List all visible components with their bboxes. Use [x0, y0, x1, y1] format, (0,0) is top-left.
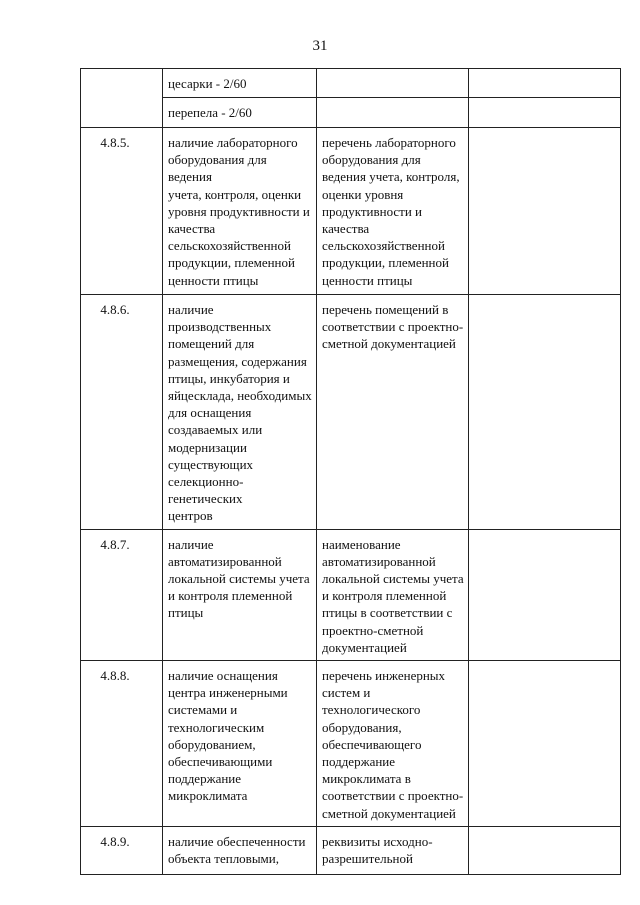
table-row: [81, 69, 621, 98]
row-number-cell: [81, 69, 163, 128]
row-number-cell: 4.8.7.: [81, 529, 163, 660]
row-number-cell: 4.8.6.: [81, 295, 163, 530]
row-number-cell: 4.8.9.: [81, 826, 163, 874]
document-cell: перечень лабораторного оборудования для ведения учета, контроля, оценки уровня продуктивности и качества сельскохозяйственной продукции, племенной ценности птицы: [317, 128, 469, 295]
note-cell: [469, 529, 621, 660]
note-cell: [469, 98, 621, 128]
criterion-cell: перепела - 2/60: [163, 98, 317, 128]
document-cell: наименование автоматизированной локальной системы учета и контроля племенной птицы в соответствии с проектно-сметной документацией: [317, 529, 469, 660]
page-number: 31: [312, 38, 328, 54]
note-cell: [469, 128, 621, 295]
criterion-cell: наличие производственных помещений для размещения, содержания птицы, инкубатория и яйцесклада, необходимых для оснащения создаваемых или модернизации существующих селекционно-генетических центров: [163, 295, 317, 530]
criterion-cell: цесарки - 2/60: [163, 69, 317, 98]
note-cell: [469, 69, 621, 98]
requirements-table: [80, 68, 621, 875]
criterion-cell: наличие лабораторного оборудования для ведения учета, контроля, оценки уровня продуктивности и качества сельскохозяйственной продукции, племенной ценности птицы: [163, 128, 317, 295]
note-cell: [469, 295, 621, 530]
document-cell: перечень помещений в соответствии с проектно- сметной документацией: [317, 295, 469, 530]
table-row: [81, 128, 621, 295]
table-row: [81, 826, 621, 874]
table-row: [81, 661, 621, 827]
document-cell: [317, 98, 469, 128]
criterion-cell: наличие автоматизированной локальной системы учета и контроля племенной птицы: [163, 529, 317, 660]
document-cell: реквизиты исходно- разрешительной: [317, 826, 469, 874]
note-cell: [469, 826, 621, 874]
row-number-cell: 4.8.5.: [81, 128, 163, 295]
note-cell: [469, 661, 621, 827]
document-cell: перечень инженерных систем и технологического оборудования, обеспечивающего поддержание микроклимата в соответствии с проектно- сметной документацией: [317, 661, 469, 827]
document-cell: [317, 69, 469, 98]
row-number-cell: 4.8.8.: [81, 661, 163, 827]
criterion-cell: наличие обеспеченности объекта тепловыми,: [163, 826, 317, 874]
table-row: [81, 295, 621, 530]
table-row: [81, 529, 621, 660]
criterion-cell: наличие оснащения центра инженерными системами и технологическим оборудованием, обеспечивающими поддержание микроклимата: [163, 661, 317, 827]
